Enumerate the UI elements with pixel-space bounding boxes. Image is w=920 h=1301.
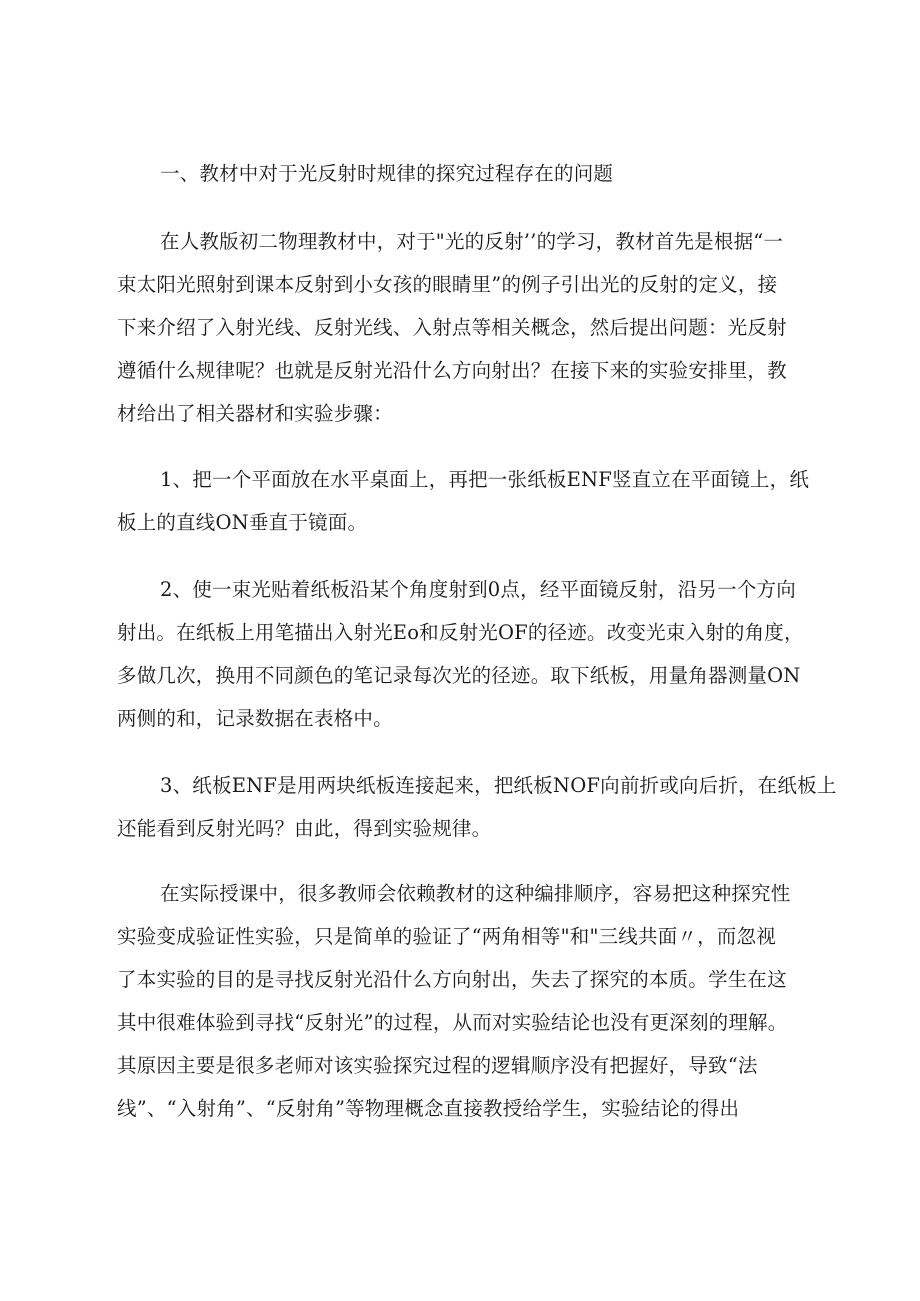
step-2-line-3: 多做几次，换用不同颜色的笔记录每次光的径迹。取下纸板，用量角器测量ON (117, 664, 801, 687)
paragraph-2-line-1: 在实际授课中，很多教师会依赖教材的这种编排顺序，容易把这种探究性 (160, 882, 791, 905)
step-3-line-1: 3、纸板ENF是用两块纸板连接起来，把纸板NOF向前折或向后折，在纸板上 (160, 774, 837, 797)
step-2-line-1: 2、使一束光贴着纸板沿某个角度射到0点，经平面镜反射，沿另一个方向 (160, 578, 796, 601)
paragraph-2-line-3: 了本实验的目的是寻找反射光沿什么方向射出，失去了探究的本质。学生在这 (117, 968, 787, 991)
step-2-line-4: 两侧的和，记录数据在表格中。 (117, 707, 393, 730)
paragraph-2-line-5: 其原因主要是很多老师对该实验探究过程的逻辑顺序没有把握好，导致“法 (117, 1054, 758, 1077)
step-2-line-2: 射出。在纸板上用笔描出入射光Eo和反射光OF的径迹。改变光束入射的角度， (117, 621, 804, 644)
paragraph-1-line-1: 在人教版初二物理教材中，对于"光的反射’’的学习，教材首先是根据“一 (160, 230, 784, 253)
paragraph-2-line-6: 线”、“入射角”、“反射角”等物理概念直接教授给学生，实验结论的得出 (117, 1097, 740, 1120)
paragraph-1-line-4: 遵循什么规律呢？也就是反射光沿什么方向射出？在接下来的实验安排里，教 (117, 359, 787, 382)
step-1-line-2: 板上的直线ON垂直于镜面。 (117, 511, 368, 534)
paragraph-1-line-2: 束太阳光照射到课本反射到小女孩的眼睛里”的例子引出光的反射的定义，接 (117, 273, 778, 296)
paragraph-2-line-2: 实验变成验证性实验，只是简单的验证了“两角相等"和"三线共面〃，而忽视 (117, 925, 776, 948)
step-1-line-1: 1、把一个平面放在水平桌面上，再把一张纸板ENF竖直立在平面镜上，纸 (160, 468, 810, 491)
paragraph-1-line-3: 下来介绍了入射光线、反射光线、入射点等相关概念，然后提出问题：光反射 (117, 316, 787, 339)
section-heading: 一、教材中对于光反射时规律的探究过程存在的问题 (160, 162, 614, 185)
paragraph-1-line-5: 材给出了相关器材和实验步骤： (117, 402, 393, 425)
paragraph-2-line-4: 其中很难体验到寻找“反射光”的过程，从而对实验结论也没有更深刻的理解。 (117, 1011, 788, 1034)
step-3-line-2: 还能看到反射光吗？由此，得到实验规律。 (117, 817, 492, 840)
